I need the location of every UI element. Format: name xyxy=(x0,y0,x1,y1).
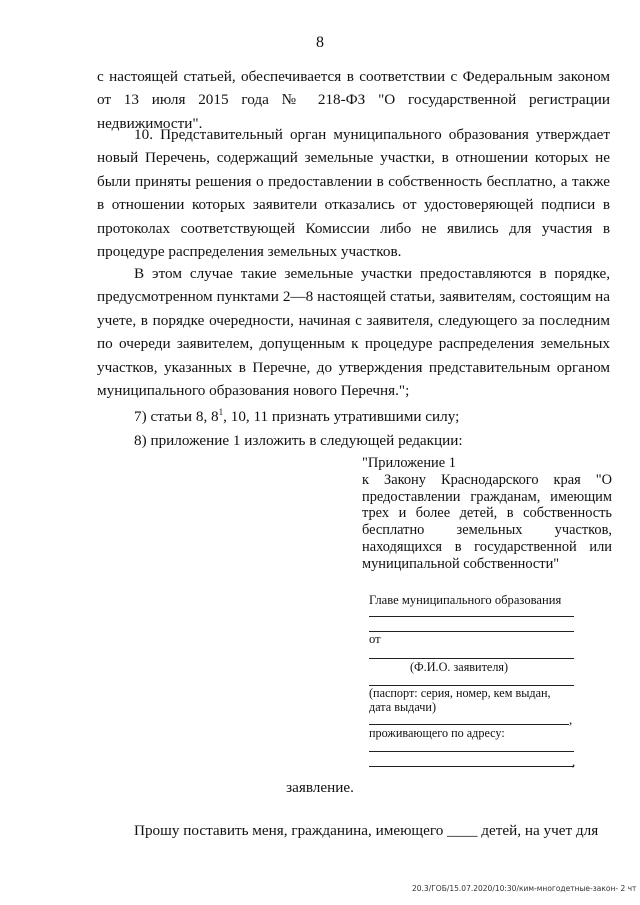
form-line-address-1 xyxy=(369,751,574,752)
form-line-passport-2 xyxy=(369,724,569,725)
form-addressee: Главе муниципального образования xyxy=(369,593,562,607)
appendix-header xyxy=(362,455,612,573)
paragraph-new-list-procedure: В этом случае такие земельные участки предоставляются в порядке, предусмотренном пунктами 2—8 настоящей статьи, заявителям, состоящим на учете, в порядке очередности, начиная с заявителя, следующего за последним по очереди заявителем, допущенным к процедуре распределения земельных участков, указанных в Перечне, до утверждения представительным органом муниципального образования нового Перечня."; xyxy=(97,265,610,400)
footer-document-code: 20.3/ГОБ/15.07.2020/10:30/ким-многодетные-закон- 2 чт xyxy=(412,884,637,893)
form-address-label: проживающего по адресу: xyxy=(369,726,505,740)
paragraph-item-8: 8) приложение 1 изложить в следующей редакции: xyxy=(134,432,463,449)
request-text-start: Прошу поставить меня, гражданина, имеющего xyxy=(134,822,444,839)
paragraph-item-7 xyxy=(134,405,459,428)
statement-title: заявление. xyxy=(286,779,354,796)
form-from-label: от xyxy=(369,632,381,646)
item-7-text-end: , 10, 11 признать утратившими силу; xyxy=(223,408,460,425)
request-text-end: детей, на учет для xyxy=(481,822,599,839)
appendix-title: "Приложение 1 xyxy=(362,455,456,471)
form-comma-2: , xyxy=(572,754,576,769)
page-number: 8 xyxy=(316,34,324,51)
item-7-text-start: 7) статьи 8, 8 xyxy=(134,408,219,425)
form-line-addressee-1 xyxy=(369,616,574,617)
form-fio-label: (Ф.И.О. заявителя) xyxy=(410,660,509,674)
form-line-address-2 xyxy=(369,766,574,767)
request-text xyxy=(134,819,598,842)
request-children-blank: ____ xyxy=(447,822,478,839)
form-passport-label: (паспорт: серия, номер, кем выдан, дата выдачи) xyxy=(369,686,551,714)
paragraph-continuation: с настоящей статьей, обеспечивается в соответствии с Федеральным законом от 13 июля 2015 года № 218-ФЗ "О государственной регистрации недвижимости". xyxy=(97,68,610,132)
form-line-fio xyxy=(369,658,574,659)
appendix-reference: к Закону Краснодарского края "О предоставлении гражданам, имеющим трех и более детей, в собственность бесплатно земельных участков, находящихся в государственной или муниципальной собственности" xyxy=(362,471,612,572)
paragraph-item-10: 10. Представительный орган муниципального образования утверждает новый Перечень, содержащий земельные участки, в отношении которых не были приняты решения о предоставлении в собственность бесплатно, а также в отношении которых заявители отказались от удостоверяющей подписи в протоколах соответствующей Комиссии либо не явились для участия в процедуре распределения земельных участков. xyxy=(97,126,610,261)
item-7-superscript: 1 xyxy=(218,406,224,417)
form-comma-1: , xyxy=(569,712,573,727)
